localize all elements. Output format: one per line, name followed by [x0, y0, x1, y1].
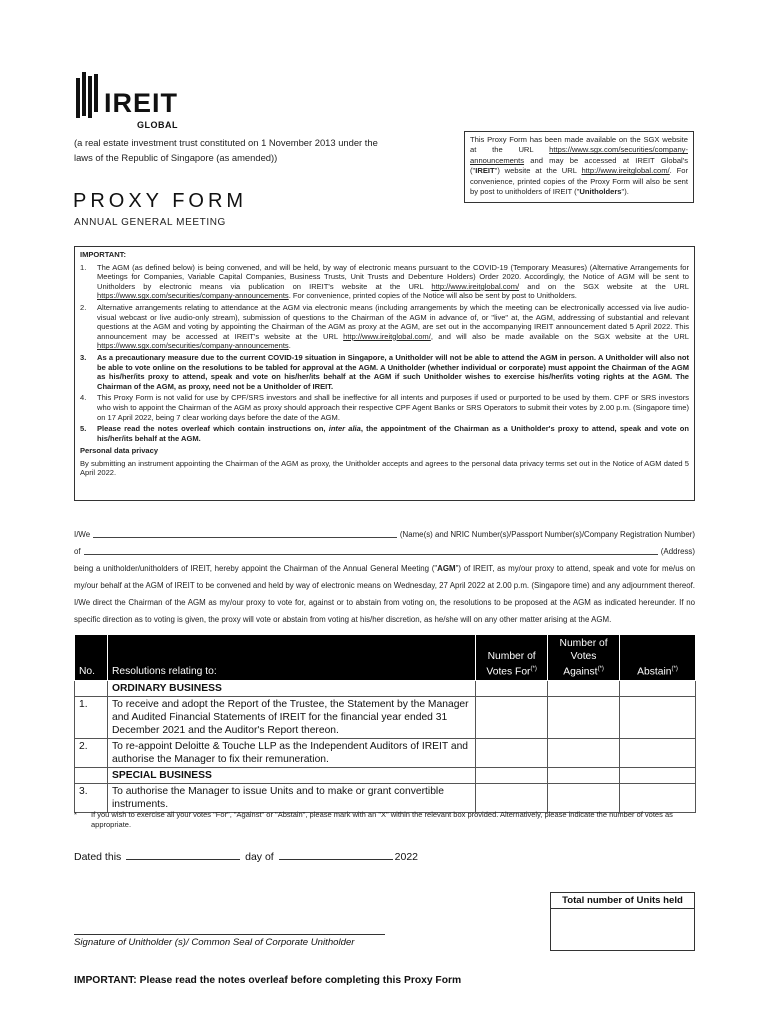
col-votes-against: Number of Votes Against(*) [548, 635, 620, 681]
important-heading: IMPORTANT: [80, 250, 126, 259]
constitution-note: (a real estate investment trust constituted on 1 November 2013 under the laws of the Republic of Singapore (as amended)) [74, 137, 378, 163]
important-item: 1. The AGM (as defined below) is being convened, and will be held, by way of electronic means pursuant to the COVID-19 (Temporary Measures) (Alternative Arrangements for Meetings for Companies, Variable Capital Companies, Business Trusts, Unit Trusts and Debenture Holders) Order 2020. Accordingly, the Notice of AGM will be sent to Unitholders by electronic means via publication on IREIT's website at the URL http://www.ireitglobal.com/ and on the SGX website at the URL https://www.sgx.com/securities/company-announcements. For convenience, printed copies of the Notice will also be sent by post to Unitholders. [80, 262, 689, 301]
votes-for-cell[interactable] [476, 784, 548, 813]
month-field[interactable] [279, 850, 393, 860]
name-field-hint: (Name(s) and NRIC Number(s)/Passport Number(s)/Company Registration Number) [399, 530, 695, 539]
section-ordinary-label: ORDINARY BUSINESS [107, 681, 475, 697]
votes-for-cell[interactable] [476, 739, 548, 768]
total-units-label: Total number of Units held [551, 893, 694, 909]
of-label: of [74, 547, 81, 556]
page-subtitle: ANNUAL GENERAL MEETING [74, 217, 226, 228]
votes-against-cell[interactable] [548, 784, 620, 813]
sgx-url-link[interactable]: https://www.sgx.com/securities/company-announcements [470, 145, 688, 165]
col-no: No. [75, 635, 108, 681]
voting-footnote: * If you wish to exercise all your votes "For", "Against" or "Abstain", please mark with an "X" within the relevant box provided. Alternatively, please indicate the number of votes as appropriate. [74, 810, 673, 829]
dated-line: Dated this day of 2022 [74, 851, 419, 863]
iwe-label: I/We [74, 530, 91, 539]
resolution-no: 1. [75, 697, 108, 739]
privacy-heading: Personal data privacy [80, 446, 159, 456]
logo-wordmark: IREIT [104, 88, 179, 118]
votes-against-cell[interactable] [548, 739, 620, 768]
col-votes-for: Number of Votes For(*) [476, 635, 548, 681]
resolution-text: To receive and adopt the Report of the Trustee, the Statement by the Manager and Audited Financial Statements of IREIT for the financial year ended 31 December 2021 and the Auditor's Report thereon. [107, 697, 475, 739]
table-row [75, 739, 696, 768]
signature-label: Signature of Unitholder (s)/ Common Seal of Corporate Unitholder [74, 937, 355, 948]
abstain-cell[interactable] [620, 784, 696, 813]
total-units-box[interactable] [550, 892, 695, 951]
abstain-cell[interactable] [620, 697, 696, 739]
address-field[interactable] [84, 543, 658, 555]
signature-field[interactable] [74, 934, 385, 935]
ireit-url-link[interactable]: http://www.ireitglobal.com/ [431, 281, 520, 291]
important-item: 3. As a precautionary measure due to the current COVID-19 situation in Singapore, a Unitholder will not be able to attend the AGM in person. A Unitholder will also not be able to vote online on the resolutions to be tabled for approval at the AGM. A Unitholder (whether individual or corporate) must appoint the Chairman of the AGM as his/her/its proxy to attend, speak and vote on his/her/its behalf at the AGM if such Unitholder wishes to exercise his/her/its voting rights at the AGM. The Chairman of the AGM, as proxy, need not be a Unitholder of IREIT. [80, 352, 689, 391]
logo-subtext: GLOBAL [137, 120, 178, 130]
page-title: PROXY FORM [73, 190, 248, 212]
important-item: 4. This Proxy Form is not valid for use by CPF/SRS investors and shall be ineffective for all intents and purposes if used or purported to be used by them. CPF or SRS investors who wish to appoint the Chairman of the AGM as proxy should approach their respective CPF Agent Banks or SRS Operators to submit their votes by 2.00 p.m. (Singapore time) on 17 April 2022, being 7 clear working days before the date of the AGM. [80, 393, 689, 422]
votes-for-cell[interactable] [476, 697, 548, 739]
col-resolution: Resolutions relating to: [107, 635, 475, 681]
important-notice-box [74, 246, 695, 501]
abstain-cell[interactable] [620, 739, 696, 768]
day-field[interactable] [126, 850, 240, 860]
important-item: 5. Please read the notes overleaf which contain instructions on, inter alia, the appointment of the Chairman as a Unitholder's proxy to attend, speak and vote on his/her/its behalf at the AGM. [80, 424, 689, 443]
address-field-hint: (Address) [660, 547, 695, 556]
resolution-no: 3. [75, 784, 108, 813]
section-row [75, 681, 696, 697]
appointment-text: being a unitholder/unitholders of IREIT, hereby appoint the Chairman of the Annual General Meeting ("AGM") of IREIT, as my/our proxy to attend, speak and vote for me/us on my/our behalf at the AGM of IREIT to be convened and held by way of electronic means on Wednesday, 27 April 2022 at 2.00 p.m. (Singapore time) and any adjournment thereof. I/We direct the Chairman of the AGM as my/our proxy to vote for, against or to abstain from voting on, the resolutions to be proposed at the AGM as indicated hereunder. If no specific direction as to voting is given, the proxy will vote or abstain from voting at his/her discretion, as he/she will on any other matter arising at the AGM. [74, 564, 695, 624]
important-item: 2. Alternative arrangements relating to attendance at the AGM via electronic means (including arrangements by which the meeting can be electronically accessed via live audio-visual webcast or live audio-only stream), submission of questions to the Chairman of the AGM in advance of, or "live" at, the AGM, addressing of substantial and relevant questions at the AGM and voting by appointing the Chairman of the AGM as proxy at the AGM, are set out in the accompanying IREIT announcement dated 5 April 2022. This announcement may be accessed at IREIT's website at the URL http://www.ireitglobal.com/, and will also be made available on the SGX website at the URL https://www.sgx.com/securities/company-announcements. [80, 302, 689, 351]
table-row [75, 697, 696, 739]
sgx-url-link[interactable]: https://www.sgx.com/securities/company-announcements [97, 341, 289, 351]
ireit-url-link[interactable]: http://www.ireitglobal.com/ [581, 166, 670, 176]
resolution-text: To authorise the Manager to issue Units and to make or grant convertible instruments. [107, 784, 475, 813]
votes-against-cell[interactable] [548, 697, 620, 739]
ireit-logo-mark [76, 72, 98, 118]
section-special-label: SPECIAL BUSINESS [107, 768, 475, 784]
section-row [75, 768, 696, 784]
resolution-text: To re-appoint Deloitte & Touche LLP as the Independent Auditors of IREIT and authorise the Manager to fix their remuneration. [107, 739, 475, 768]
name-field[interactable] [93, 526, 397, 538]
ireit-url-link[interactable]: http://www.ireitglobal.com/ [343, 331, 431, 341]
sgx-availability-box: This Proxy Form has been made available on the SGX website at the URL https://www.sgx.com/securities/company-announcements and may be accessed at IREIT Global's ("IREIT") website at the URL http://www.ireitglobal.com/. For convenience, printed copies of the Proxy Form will also be sent by post to unitholders of IREIT ("Unitholders"). [464, 131, 694, 203]
resolutions-table [74, 634, 696, 813]
col-abstain: Abstain(*) [620, 635, 696, 681]
sgx-url-link[interactable]: https://www.sgx.com/securities/company-announcements [97, 291, 289, 301]
table-row [75, 784, 696, 813]
appointment-section [74, 526, 695, 628]
bottom-important-note: IMPORTANT: Please read the notes overleaf before completing this Proxy Form [74, 975, 462, 986]
resolution-no: 2. [75, 739, 108, 768]
privacy-text: By submitting an instrument appointing the Chairman of the AGM as proxy, the Unitholder accepts and agrees to the personal data privacy terms set out in the Notice of AGM dated 5 April 2022. [80, 458, 689, 478]
